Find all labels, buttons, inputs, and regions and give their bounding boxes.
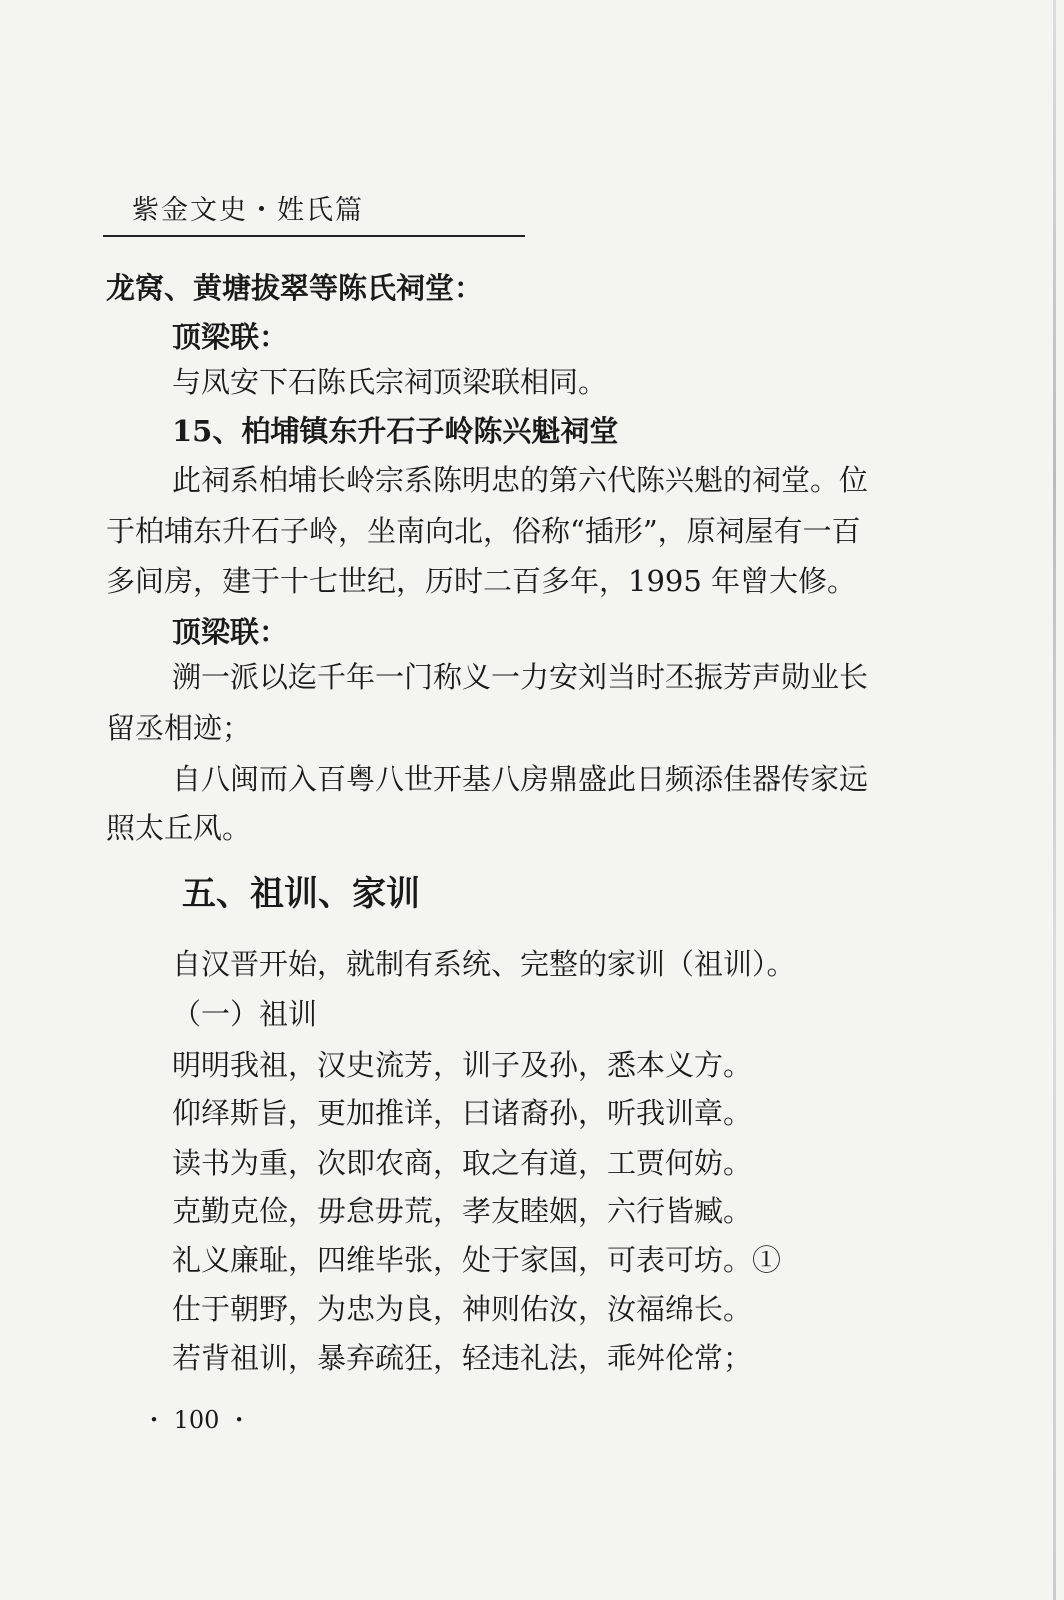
subheading: （一）祖训 [172,997,318,1031]
verse-line: 仰绎斯旨，更加推详，曰诸裔孙，听我训章。 [172,1096,753,1130]
subheading: 15、柏埔镇东升石子岭陈兴魁祠堂 [172,414,619,448]
text-line: 留丞相迹； [106,711,252,745]
verse-line: 仕于朝野，为忠为良，神则佑汝，汝福绵长。 [172,1292,753,1326]
text-line: 溯一派以迄千年一门称义一力安刘当时丕振芳声勋业长 [172,660,869,694]
text-line: 多间房，建于十七世纪，历时二百多年，1995 年曾大修。 [106,564,857,598]
verse-line: 礼义廉耻，四维毕张，处于家国，可表可坊。① [172,1243,782,1277]
text-line: 龙窝、黄塘拔翠等陈氏祠堂： [106,271,484,305]
text-line: 于柏埔东升石子岭，坐南向北，俗称“插形”，原祠屋有一百 [106,514,861,548]
text-line: 照太丘风。 [106,811,252,845]
text-line: 自八闽而入百粤八世开基八房鼎盛此日频添佳器传家远 [172,762,869,796]
page-edge [1053,0,1056,1600]
text-line: 与凤安下石陈氏宗祠顶梁联相同。 [172,365,608,399]
subheading: 顶梁联： [172,320,289,354]
header-rule [103,235,525,237]
verse-line: 若背祖训，暴弃疏狂，轻违礼法，乖舛伦常； [172,1341,753,1375]
verse-line: 读书为重，次即农商，取之有道，工贾何妨。 [172,1146,753,1180]
text-line: 此祠系柏埔长岭宗系陈明忠的第六代陈兴魁的祠堂。位 [172,463,869,497]
running-header: 紫金文史・姓氏篇 [132,195,364,226]
text-line: 自汉晋开始，就制有系统、完整的家训（祖训）。 [172,947,796,981]
page-number: ・ 100 ・ [142,1406,252,1434]
verse-line: 克勤克俭，毋怠毋荒，孝友睦姻，六行皆臧。 [172,1194,753,1228]
verse-line: 明明我祖，汉史流芳，训子及孙，悉本义方。 [172,1048,753,1082]
section-heading: 五、祖训、家训 [182,874,420,914]
subheading: 顶梁联： [172,615,289,649]
